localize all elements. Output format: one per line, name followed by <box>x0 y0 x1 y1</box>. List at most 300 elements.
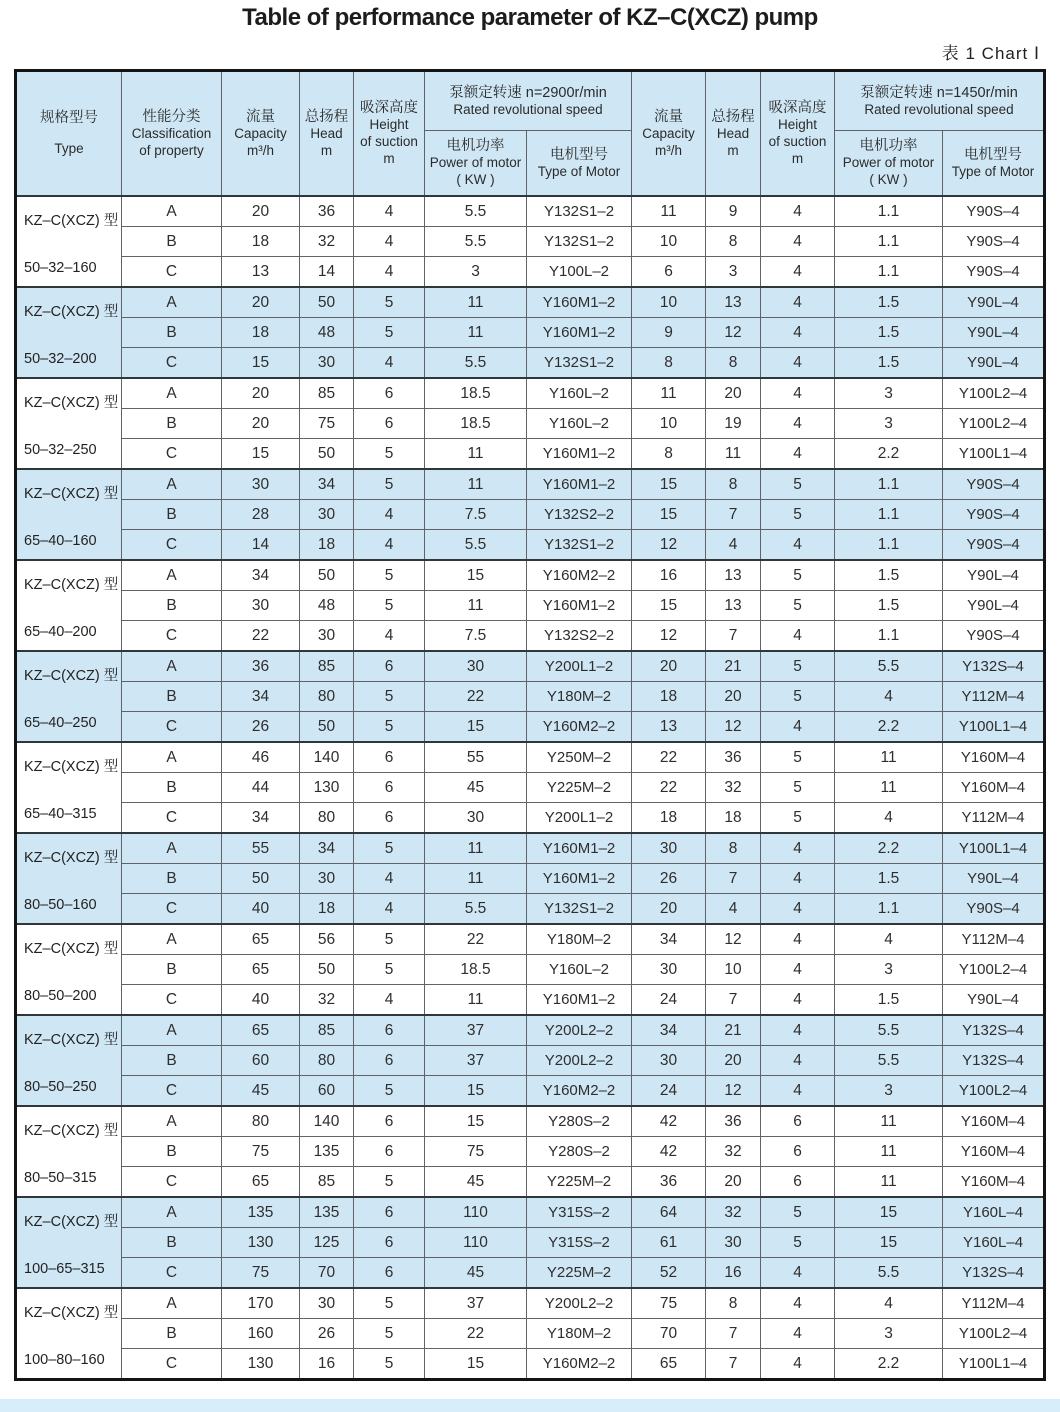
header-head-zh: 总扬程 <box>711 108 755 125</box>
power-2900-cell: 7.5 <box>425 500 527 530</box>
header-speed-2900-en: Rated revolutional speed <box>453 101 603 117</box>
power-1450-cell: 11 <box>835 773 943 803</box>
header-capacity-en: Capacity <box>642 125 695 141</box>
suction-2900-cell: 6 <box>354 409 425 439</box>
motor-1450-cell: Y100L1–4 <box>943 712 1045 743</box>
suction-2900-cell: 5 <box>354 955 425 985</box>
head-2900-cell: 135 <box>300 1197 354 1228</box>
head-1450-cell: 36 <box>706 742 761 773</box>
suction-1450-cell: 4 <box>761 1288 835 1319</box>
motor-1450-cell: Y90L–4 <box>943 864 1045 894</box>
head-1450-cell: 20 <box>706 1167 761 1198</box>
power-1450-cell: 1.1 <box>835 894 943 925</box>
power-2900-cell: 110 <box>425 1228 527 1258</box>
capacity-2900-cell: 18 <box>222 318 300 348</box>
head-1450-cell: 19 <box>706 409 761 439</box>
motor-2900-cell: Y132S1–2 <box>527 196 632 227</box>
capacity-2900-cell: 44 <box>222 773 300 803</box>
class-cell: A <box>122 742 222 773</box>
head-1450-cell: 30 <box>706 1228 761 1258</box>
capacity-1450-cell: 10 <box>632 287 706 318</box>
head-2900-cell: 36 <box>300 196 354 227</box>
motor-1450-cell: Y90S–4 <box>943 227 1045 257</box>
capacity-1450-cell: 52 <box>632 1258 706 1289</box>
capacity-2900-cell: 30 <box>222 469 300 500</box>
power-2900-cell: 11 <box>425 833 527 864</box>
table-row <box>16 682 1045 712</box>
motor-2900-cell: Y280S–2 <box>527 1137 632 1167</box>
power-2900-cell: 22 <box>425 682 527 712</box>
class-cell: B <box>122 227 222 257</box>
head-1450-cell: 12 <box>706 1076 761 1107</box>
capacity-1450-cell: 8 <box>632 348 706 379</box>
motor-2900-cell: Y160M1–2 <box>527 833 632 864</box>
pump-type-name: KZ–C(XCZ) 型 <box>24 1305 119 1321</box>
class-cell: B <box>122 1046 222 1076</box>
motor-1450-cell: Y90S–4 <box>943 530 1045 561</box>
capacity-1450-cell: 34 <box>632 1015 706 1046</box>
pump-size-code: 100–80–160 <box>24 1352 105 1368</box>
head-2900-cell: 50 <box>300 287 354 318</box>
header-speed-2900 <box>425 71 632 131</box>
pump-type-cell <box>16 560 122 651</box>
power-1450-cell: 11 <box>835 742 943 773</box>
head-2900-cell: 34 <box>300 833 354 864</box>
table-row <box>16 894 1045 925</box>
power-2900-cell: 15 <box>425 1076 527 1107</box>
header-type-zh: 规格型号 <box>40 110 98 126</box>
power-1450-cell: 1.5 <box>835 348 943 379</box>
capacity-1450-cell: 30 <box>632 833 706 864</box>
power-1450-cell: 3 <box>835 378 943 409</box>
class-cell: B <box>122 864 222 894</box>
motor-2900-cell: Y160L–2 <box>527 378 632 409</box>
head-1450-cell: 8 <box>706 469 761 500</box>
pump-size-code: 50–32–200 <box>24 351 97 367</box>
suction-2900-cell: 6 <box>354 1197 425 1228</box>
head-2900-cell: 75 <box>300 409 354 439</box>
suction-2900-cell: 5 <box>354 1167 425 1198</box>
head-2900-cell: 125 <box>300 1228 354 1258</box>
head-1450-cell: 18 <box>706 803 761 834</box>
header-head-en: Head <box>310 125 343 141</box>
suction-1450-cell: 4 <box>761 833 835 864</box>
capacity-1450-cell: 10 <box>632 227 706 257</box>
head-2900-cell: 34 <box>300 469 354 500</box>
head-2900-cell: 85 <box>300 651 354 682</box>
header-speed-1450 <box>835 71 1045 131</box>
head-2900-cell: 70 <box>300 1258 354 1289</box>
pump-type-name: KZ–C(XCZ) 型 <box>24 304 119 320</box>
header-classification <box>122 71 222 197</box>
head-2900-cell: 30 <box>300 864 354 894</box>
table-row <box>16 591 1045 621</box>
motor-2900-cell: Y160M2–2 <box>527 1076 632 1107</box>
pump-size-code: 65–40–200 <box>24 624 97 640</box>
power-2900-cell: 11 <box>425 864 527 894</box>
class-cell: B <box>122 409 222 439</box>
capacity-1450-cell: 22 <box>632 773 706 803</box>
class-cell: C <box>122 530 222 561</box>
suction-1450-cell: 4 <box>761 621 835 652</box>
head-1450-cell: 11 <box>706 439 761 470</box>
suction-1450-cell: 4 <box>761 348 835 379</box>
pump-type-cell <box>16 469 122 560</box>
pump-type-cell <box>16 924 122 1015</box>
power-1450-cell: 2.2 <box>835 1349 943 1380</box>
capacity-1450-cell: 34 <box>632 924 706 955</box>
motor-1450-cell: Y132S–4 <box>943 1015 1045 1046</box>
suction-2900-cell: 6 <box>354 1015 425 1046</box>
class-cell: C <box>122 894 222 925</box>
power-1450-cell: 4 <box>835 682 943 712</box>
table-body <box>16 196 1045 1380</box>
head-2900-cell: 85 <box>300 1167 354 1198</box>
suction-2900-cell: 5 <box>354 1076 425 1107</box>
pump-size-code: 100–65–315 <box>24 1261 105 1277</box>
capacity-1450-cell: 11 <box>632 378 706 409</box>
suction-1450-cell: 4 <box>761 378 835 409</box>
table-row <box>16 196 1045 227</box>
suction-1450-cell: 5 <box>761 682 835 712</box>
motor-1450-cell: Y90S–4 <box>943 894 1045 925</box>
pump-type-cell <box>16 833 122 924</box>
motor-1450-cell: Y160M–4 <box>943 1167 1045 1198</box>
capacity-2900-cell: 170 <box>222 1288 300 1319</box>
header-power-zh: 电机功率 <box>859 138 918 155</box>
head-2900-cell: 80 <box>300 682 354 712</box>
header-capacity-1450 <box>632 71 706 197</box>
power-1450-cell: 1.1 <box>835 257 943 288</box>
capacity-1450-cell: 20 <box>632 651 706 682</box>
suction-1450-cell: 6 <box>761 1137 835 1167</box>
capacity-2900-cell: 20 <box>222 196 300 227</box>
motor-2900-cell: Y160M1–2 <box>527 439 632 470</box>
class-cell: C <box>122 1167 222 1198</box>
motor-2900-cell: Y132S1–2 <box>527 227 632 257</box>
header-power-en: Power of motor <box>429 155 522 171</box>
head-1450-cell: 7 <box>706 1319 761 1349</box>
power-2900-cell: 11 <box>425 318 527 348</box>
header-suction-1450 <box>761 71 835 197</box>
capacity-1450-cell: 64 <box>632 1197 706 1228</box>
capacity-2900-cell: 60 <box>222 1046 300 1076</box>
header-class-en1: Classification <box>131 125 212 141</box>
bottom-strip <box>0 1399 1060 1412</box>
power-2900-cell: 37 <box>425 1015 527 1046</box>
suction-2900-cell: 4 <box>354 196 425 227</box>
header-capacity-2900 <box>222 71 300 197</box>
power-1450-cell: 1.1 <box>835 469 943 500</box>
capacity-1450-cell: 9 <box>632 318 706 348</box>
head-1450-cell: 7 <box>706 985 761 1016</box>
pump-type-name: KZ–C(XCZ) 型 <box>24 850 119 866</box>
suction-2900-cell: 5 <box>354 560 425 591</box>
chart-number-label: 表 1 Chart Ⅰ <box>941 44 1040 63</box>
table-row <box>16 409 1045 439</box>
motor-1450-cell: Y90S–4 <box>943 500 1045 530</box>
head-2900-cell: 60 <box>300 1076 354 1107</box>
capacity-2900-cell: 50 <box>222 864 300 894</box>
suction-1450-cell: 4 <box>761 712 835 743</box>
suction-2900-cell: 6 <box>354 1258 425 1289</box>
head-2900-cell: 30 <box>300 500 354 530</box>
class-cell: A <box>122 924 222 955</box>
motor-2900-cell: Y160L–2 <box>527 409 632 439</box>
power-1450-cell: 1.5 <box>835 591 943 621</box>
head-1450-cell: 32 <box>706 1137 761 1167</box>
header-speed-2900-zh: 泵额定转速 n=2900r/min <box>449 84 607 101</box>
motor-1450-cell: Y112M–4 <box>943 682 1045 712</box>
table-row <box>16 651 1045 682</box>
pump-type-cell <box>16 1288 122 1380</box>
capacity-1450-cell: 16 <box>632 560 706 591</box>
capacity-1450-cell: 61 <box>632 1228 706 1258</box>
table-row <box>16 500 1045 530</box>
power-1450-cell: 1.1 <box>835 196 943 227</box>
class-cell: B <box>122 773 222 803</box>
head-2900-cell: 56 <box>300 924 354 955</box>
header-power-en: Power of motor <box>842 155 935 171</box>
capacity-2900-cell: 28 <box>222 500 300 530</box>
table-row <box>16 924 1045 955</box>
suction-2900-cell: 6 <box>354 803 425 834</box>
header-class-en2: of property <box>139 142 204 158</box>
pump-type-name: KZ–C(XCZ) 型 <box>24 1032 119 1048</box>
table-row <box>16 833 1045 864</box>
suction-1450-cell: 4 <box>761 409 835 439</box>
suction-2900-cell: 5 <box>354 833 425 864</box>
capacity-1450-cell: 26 <box>632 864 706 894</box>
pump-size-code: 50–32–250 <box>24 442 97 458</box>
capacity-1450-cell: 70 <box>632 1319 706 1349</box>
head-1450-cell: 13 <box>706 591 761 621</box>
header-suction-en1: Height <box>369 117 409 133</box>
pump-type-name: KZ–C(XCZ) 型 <box>24 486 119 502</box>
suction-1450-cell: 4 <box>761 1046 835 1076</box>
head-2900-cell: 48 <box>300 591 354 621</box>
table-row <box>16 378 1045 409</box>
suction-2900-cell: 4 <box>354 500 425 530</box>
power-1450-cell: 1.1 <box>835 621 943 652</box>
motor-2900-cell: Y200L2–2 <box>527 1288 632 1319</box>
head-2900-cell: 18 <box>300 894 354 925</box>
power-1450-cell: 3 <box>835 955 943 985</box>
class-cell: B <box>122 591 222 621</box>
header-type-en: Type <box>54 141 84 157</box>
table-row <box>16 227 1045 257</box>
header-power-2900 <box>425 131 527 197</box>
motor-1450-cell: Y90S–4 <box>943 621 1045 652</box>
motor-1450-cell: Y90L–4 <box>943 591 1045 621</box>
header-suction-2900 <box>354 71 425 197</box>
suction-1450-cell: 4 <box>761 955 835 985</box>
class-cell: C <box>122 439 222 470</box>
header-head-2900 <box>300 71 354 197</box>
suction-2900-cell: 4 <box>354 227 425 257</box>
motor-1450-cell: Y90S–4 <box>943 257 1045 288</box>
power-2900-cell: 5.5 <box>425 227 527 257</box>
capacity-1450-cell: 24 <box>632 985 706 1016</box>
class-cell: B <box>122 1137 222 1167</box>
power-1450-cell: 1.5 <box>835 985 943 1016</box>
capacity-2900-cell: 34 <box>222 682 300 712</box>
motor-2900-cell: Y225M–2 <box>527 773 632 803</box>
head-1450-cell: 36 <box>706 1106 761 1137</box>
motor-2900-cell: Y132S2–2 <box>527 621 632 652</box>
power-1450-cell: 5.5 <box>835 651 943 682</box>
table-row <box>16 1288 1045 1319</box>
motor-2900-cell: Y160M2–2 <box>527 560 632 591</box>
suction-1450-cell: 4 <box>761 287 835 318</box>
head-1450-cell: 9 <box>706 196 761 227</box>
suction-1450-cell: 5 <box>761 651 835 682</box>
suction-2900-cell: 4 <box>354 894 425 925</box>
motor-2900-cell: Y160M1–2 <box>527 985 632 1016</box>
header-suction-en1: Height <box>778 117 818 133</box>
power-1450-cell: 3 <box>835 1319 943 1349</box>
head-2900-cell: 130 <box>300 773 354 803</box>
table-row <box>16 1258 1045 1289</box>
motor-1450-cell: Y100L1–4 <box>943 833 1045 864</box>
table-row <box>16 530 1045 561</box>
motor-1450-cell: Y100L2–4 <box>943 409 1045 439</box>
table-header <box>16 71 1045 197</box>
capacity-1450-cell: 10 <box>632 409 706 439</box>
suction-2900-cell: 6 <box>354 1046 425 1076</box>
motor-2900-cell: Y160M1–2 <box>527 469 632 500</box>
class-cell: B <box>122 500 222 530</box>
motor-2900-cell: Y160M2–2 <box>527 712 632 743</box>
power-1450-cell: 4 <box>835 924 943 955</box>
power-2900-cell: 110 <box>425 1197 527 1228</box>
capacity-2900-cell: 75 <box>222 1137 300 1167</box>
power-2900-cell: 5.5 <box>425 348 527 379</box>
header-power-zh: 电机功率 <box>446 138 505 155</box>
suction-2900-cell: 5 <box>354 469 425 500</box>
head-2900-cell: 14 <box>300 257 354 288</box>
power-2900-cell: 11 <box>425 469 527 500</box>
capacity-2900-cell: 22 <box>222 621 300 652</box>
motor-1450-cell: Y90L–4 <box>943 348 1045 379</box>
capacity-1450-cell: 30 <box>632 1046 706 1076</box>
suction-2900-cell: 4 <box>354 530 425 561</box>
power-1450-cell: 3 <box>835 409 943 439</box>
pump-type-cell <box>16 1197 122 1288</box>
suction-2900-cell: 4 <box>354 348 425 379</box>
header-capacity-zh: 流量 <box>654 108 684 125</box>
motor-2900-cell: Y160L–2 <box>527 955 632 985</box>
pump-size-code: 65–40–315 <box>24 806 97 822</box>
capacity-1450-cell: 22 <box>632 742 706 773</box>
capacity-1450-cell: 42 <box>632 1137 706 1167</box>
power-2900-cell: 55 <box>425 742 527 773</box>
pump-type-name: KZ–C(XCZ) 型 <box>24 1123 119 1139</box>
motor-2900-cell: Y180M–2 <box>527 924 632 955</box>
capacity-2900-cell: 18 <box>222 227 300 257</box>
capacity-2900-cell: 14 <box>222 530 300 561</box>
suction-1450-cell: 5 <box>761 773 835 803</box>
header-capacity-zh: 流量 <box>246 108 275 125</box>
header-motor-1450 <box>943 131 1045 197</box>
header-suction-en2: of suction <box>360 134 418 150</box>
power-1450-cell: 1.1 <box>835 227 943 257</box>
suction-1450-cell: 6 <box>761 1167 835 1198</box>
class-cell: C <box>122 712 222 743</box>
head-1450-cell: 12 <box>706 318 761 348</box>
class-cell: A <box>122 1106 222 1137</box>
head-2900-cell: 80 <box>300 803 354 834</box>
suction-2900-cell: 5 <box>354 591 425 621</box>
head-2900-cell: 30 <box>300 348 354 379</box>
capacity-2900-cell: 130 <box>222 1228 300 1258</box>
motor-1450-cell: Y160M–4 <box>943 1137 1045 1167</box>
class-cell: A <box>122 560 222 591</box>
capacity-2900-cell: 46 <box>222 742 300 773</box>
capacity-1450-cell: 18 <box>632 803 706 834</box>
motor-1450-cell: Y132S–4 <box>943 1046 1045 1076</box>
class-cell: A <box>122 196 222 227</box>
capacity-1450-cell: 12 <box>632 621 706 652</box>
class-cell: C <box>122 1076 222 1107</box>
capacity-1450-cell: 12 <box>632 530 706 561</box>
capacity-2900-cell: 65 <box>222 955 300 985</box>
suction-2900-cell: 5 <box>354 682 425 712</box>
performance-table <box>14 69 1046 1381</box>
suction-1450-cell: 4 <box>761 1319 835 1349</box>
power-2900-cell: 5.5 <box>425 894 527 925</box>
power-1450-cell: 1.1 <box>835 530 943 561</box>
capacity-1450-cell: 13 <box>632 712 706 743</box>
suction-1450-cell: 5 <box>761 1197 835 1228</box>
header-capacity-en: Capacity <box>234 125 287 141</box>
power-2900-cell: 5.5 <box>425 196 527 227</box>
capacity-1450-cell: 15 <box>632 469 706 500</box>
capacity-1450-cell: 6 <box>632 257 706 288</box>
class-cell: C <box>122 1349 222 1380</box>
power-2900-cell: 37 <box>425 1288 527 1319</box>
suction-1450-cell: 4 <box>761 1076 835 1107</box>
suction-2900-cell: 6 <box>354 773 425 803</box>
head-2900-cell: 85 <box>300 378 354 409</box>
class-cell: B <box>122 682 222 712</box>
motor-2900-cell: Y160M1–2 <box>527 864 632 894</box>
suction-2900-cell: 4 <box>354 621 425 652</box>
power-2900-cell: 11 <box>425 439 527 470</box>
motor-2900-cell: Y180M–2 <box>527 1319 632 1349</box>
head-1450-cell: 16 <box>706 1258 761 1289</box>
capacity-2900-cell: 34 <box>222 560 300 591</box>
capacity-1450-cell: 30 <box>632 955 706 985</box>
power-2900-cell: 45 <box>425 773 527 803</box>
pump-size-code: 50–32–160 <box>24 260 97 276</box>
class-cell: C <box>122 621 222 652</box>
suction-2900-cell: 5 <box>354 924 425 955</box>
capacity-1450-cell: 15 <box>632 500 706 530</box>
table-row <box>16 712 1045 743</box>
table-row <box>16 287 1045 318</box>
suction-1450-cell: 5 <box>761 1228 835 1258</box>
header-motor-zh: 电机型号 <box>964 146 1023 163</box>
motor-1450-cell: Y112M–4 <box>943 1288 1045 1319</box>
power-2900-cell: 45 <box>425 1258 527 1289</box>
head-2900-cell: 50 <box>300 712 354 743</box>
power-2900-cell: 15 <box>425 712 527 743</box>
suction-1450-cell: 4 <box>761 530 835 561</box>
power-2900-cell: 18.5 <box>425 955 527 985</box>
motor-2900-cell: Y160M1–2 <box>527 318 632 348</box>
table-row <box>16 1167 1045 1198</box>
